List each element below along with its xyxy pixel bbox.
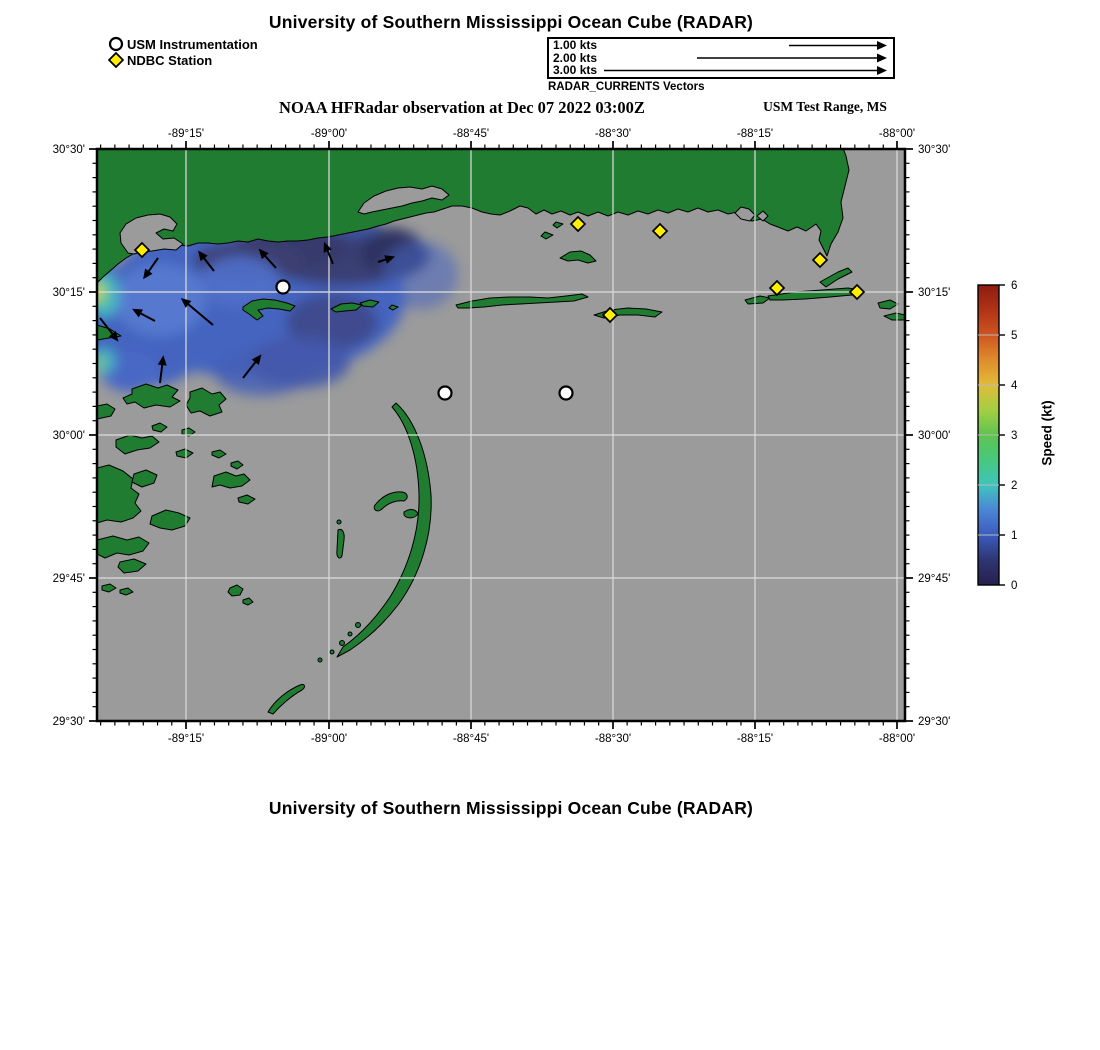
legend-usm-label: USM Instrumentation (127, 36, 258, 52)
svg-text:0: 0 (1011, 580, 1018, 592)
svg-text:-88°30': -88°30' (594, 128, 632, 140)
scale-label-1kt: 1.00 kts (553, 38, 598, 52)
svg-text:30°30': 30°30' (52, 144, 85, 156)
svg-text:30°15': 30°15' (918, 287, 951, 299)
svg-text:-88°00': -88°00' (878, 128, 916, 140)
colorbar (978, 280, 1018, 592)
svg-text:30°00': 30°00' (918, 430, 951, 442)
svg-text:29°45': 29°45' (918, 573, 951, 585)
svg-text:-89°15': -89°15' (167, 128, 205, 140)
svg-text:-88°30': -88°30' (594, 733, 632, 745)
svg-text:-88°45': -88°45' (452, 733, 490, 745)
svg-text:5: 5 (1011, 330, 1018, 342)
svg-text:30°00': 30°00' (52, 430, 85, 442)
colorbar-axis-label: Speed (kt) (1039, 400, 1055, 466)
svg-text:-88°15': -88°15' (736, 733, 774, 745)
test-range-label: USM Test Range, MS (763, 99, 887, 114)
svg-text:4: 4 (1011, 380, 1018, 392)
svg-text:-89°15': -89°15' (167, 733, 205, 745)
svg-text:-88°00': -88°00' (878, 733, 916, 745)
svg-text:3: 3 (1011, 430, 1018, 442)
scale-label-2kt: 2.00 kts (553, 50, 598, 65)
scale-label-3kt: 3.00 kts (553, 63, 598, 78)
svg-text:1: 1 (1011, 530, 1018, 542)
page-title: University of Southern Mississippi Ocean Cube (RADAR) (268, 12, 754, 32)
svg-text:-88°45': -88°45' (452, 128, 490, 140)
svg-text:30°15': 30°15' (52, 287, 85, 299)
svg-text:29°45': 29°45' (52, 573, 85, 585)
svg-text:30°30': 30°30' (918, 144, 951, 156)
svg-text:29°30': 29°30' (918, 716, 951, 728)
legend-ndbc-label: NDBC Station (127, 52, 213, 68)
svg-text:2: 2 (1011, 480, 1018, 492)
svg-text:-89°00': -89°00' (310, 733, 348, 745)
svg-text:-88°15': -88°15' (736, 128, 774, 140)
svg-text:6: 6 (1011, 280, 1018, 292)
vector-scale-caption: RADAR_CURRENTS Vectors (548, 81, 705, 93)
usm-instrumentation-marker (560, 387, 573, 400)
usm-instrumentation-marker (439, 387, 452, 400)
svg-text:29°30': 29°30' (52, 716, 85, 728)
footer-title: University of Southern Mississippi Ocean Cube (RADAR) (268, 798, 754, 818)
observation-subtitle: NOAA HFRadar observation at Dec 07 2022 03:00Z (279, 98, 645, 117)
usm-instrumentation-marker (277, 281, 290, 294)
svg-text:-89°00': -89°00' (310, 128, 348, 140)
